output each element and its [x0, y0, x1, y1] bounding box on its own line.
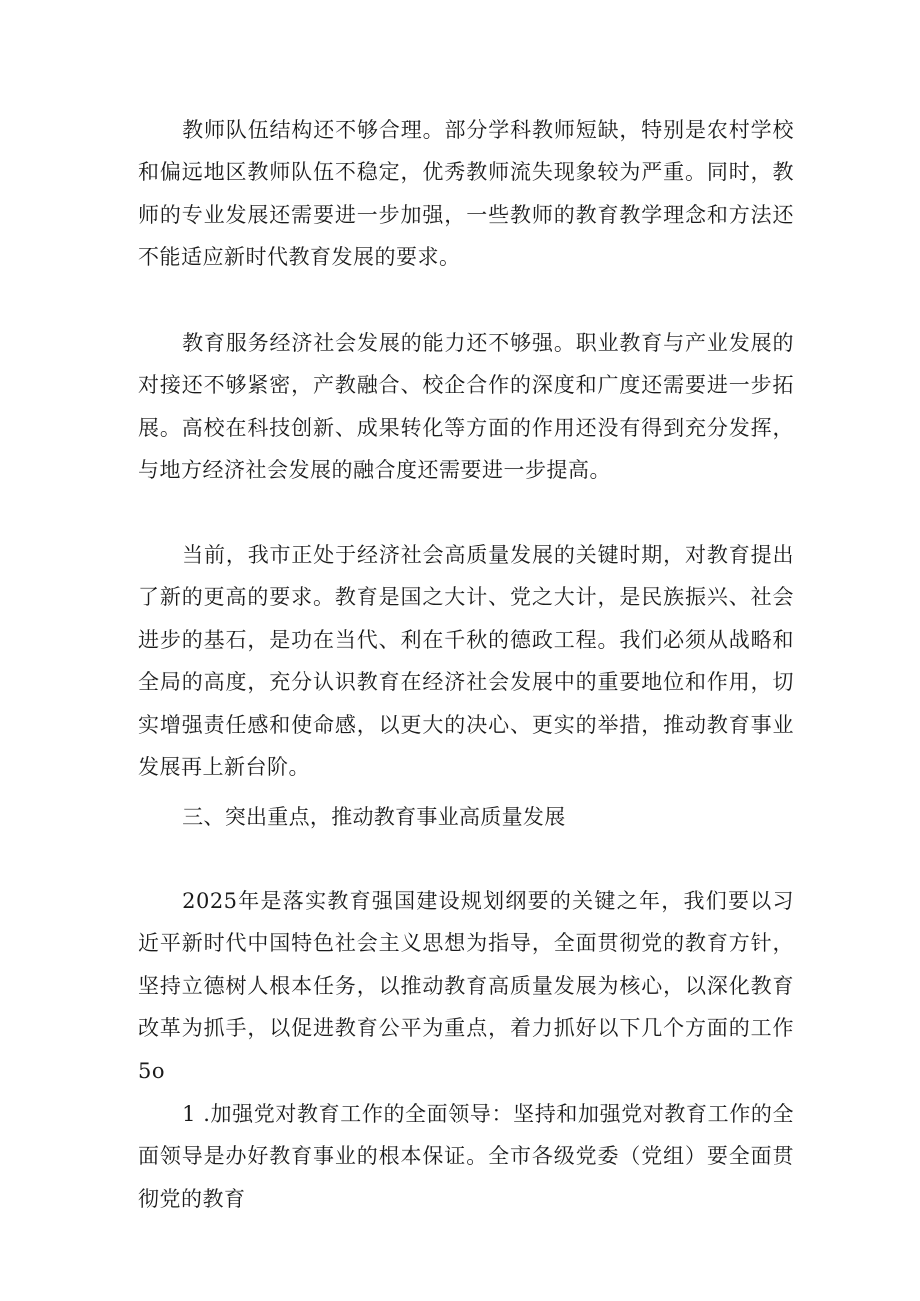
paragraph-current-situation: 当前，我市正处于经济社会高质量发展的关键时期，对教育提出了新的更高的要求。教育是国之大计、党之大计，是民族振兴、社会进步的基石，是功在当代、利在千秋的德政工程。我们必须从战略和全局的高度，充分认识教育在经济社会发展中的重要地位和作用，切实增强责任感和使命感，以更大的决心、更实的举措，推动教育事业发展再上新台阶。 [138, 543, 794, 780]
paragraph-2025-plan: 2025年是落实教育强国建设规划纲要的关键之年，我们要以习近平新时代中国特色社会主义思想为指导，全面贯彻党的教育方针，坚持立德树人根本任务，以推动教育高质量发展为核心，以深化教育改革为抓手，以促进教育公平为重点，着力抓好以下几个方面的工作5o [138, 889, 794, 1083]
paragraph-teacher-structure: 教师队伍结构还不够合理。部分学科教师短缺，特别是农村学校和偏远地区教师队伍不稳定，优秀教师流失现象较为严重。同时，教师的专业发展还需要进一步加强，一些教师的教育教学理念和方法还不能适应新时代教育发展的要求。 [138, 118, 794, 270]
paragraph-economic-service: 教育服务经济社会发展的能力还不够强。职业教育与产业发展的对接还不够紧密，产教融合、校企合作的深度和广度还需要进一步拓展。高校在科技创新、成果转化等方面的作用还没有得到充分发挥，与地方经济社会发展的融合度还需要进一步提高。 [138, 331, 794, 483]
paragraph-party-leadership: 1 .加强党对教育工作的全面领导：坚持和加强党对教育工作的全面领导是办好教育事业的根本保证。全市各级党委（党组）要全面贯彻党的教育 [138, 1102, 794, 1211]
section-heading: 三、突出重点，推动教育事业高质量发展 [182, 805, 566, 829]
